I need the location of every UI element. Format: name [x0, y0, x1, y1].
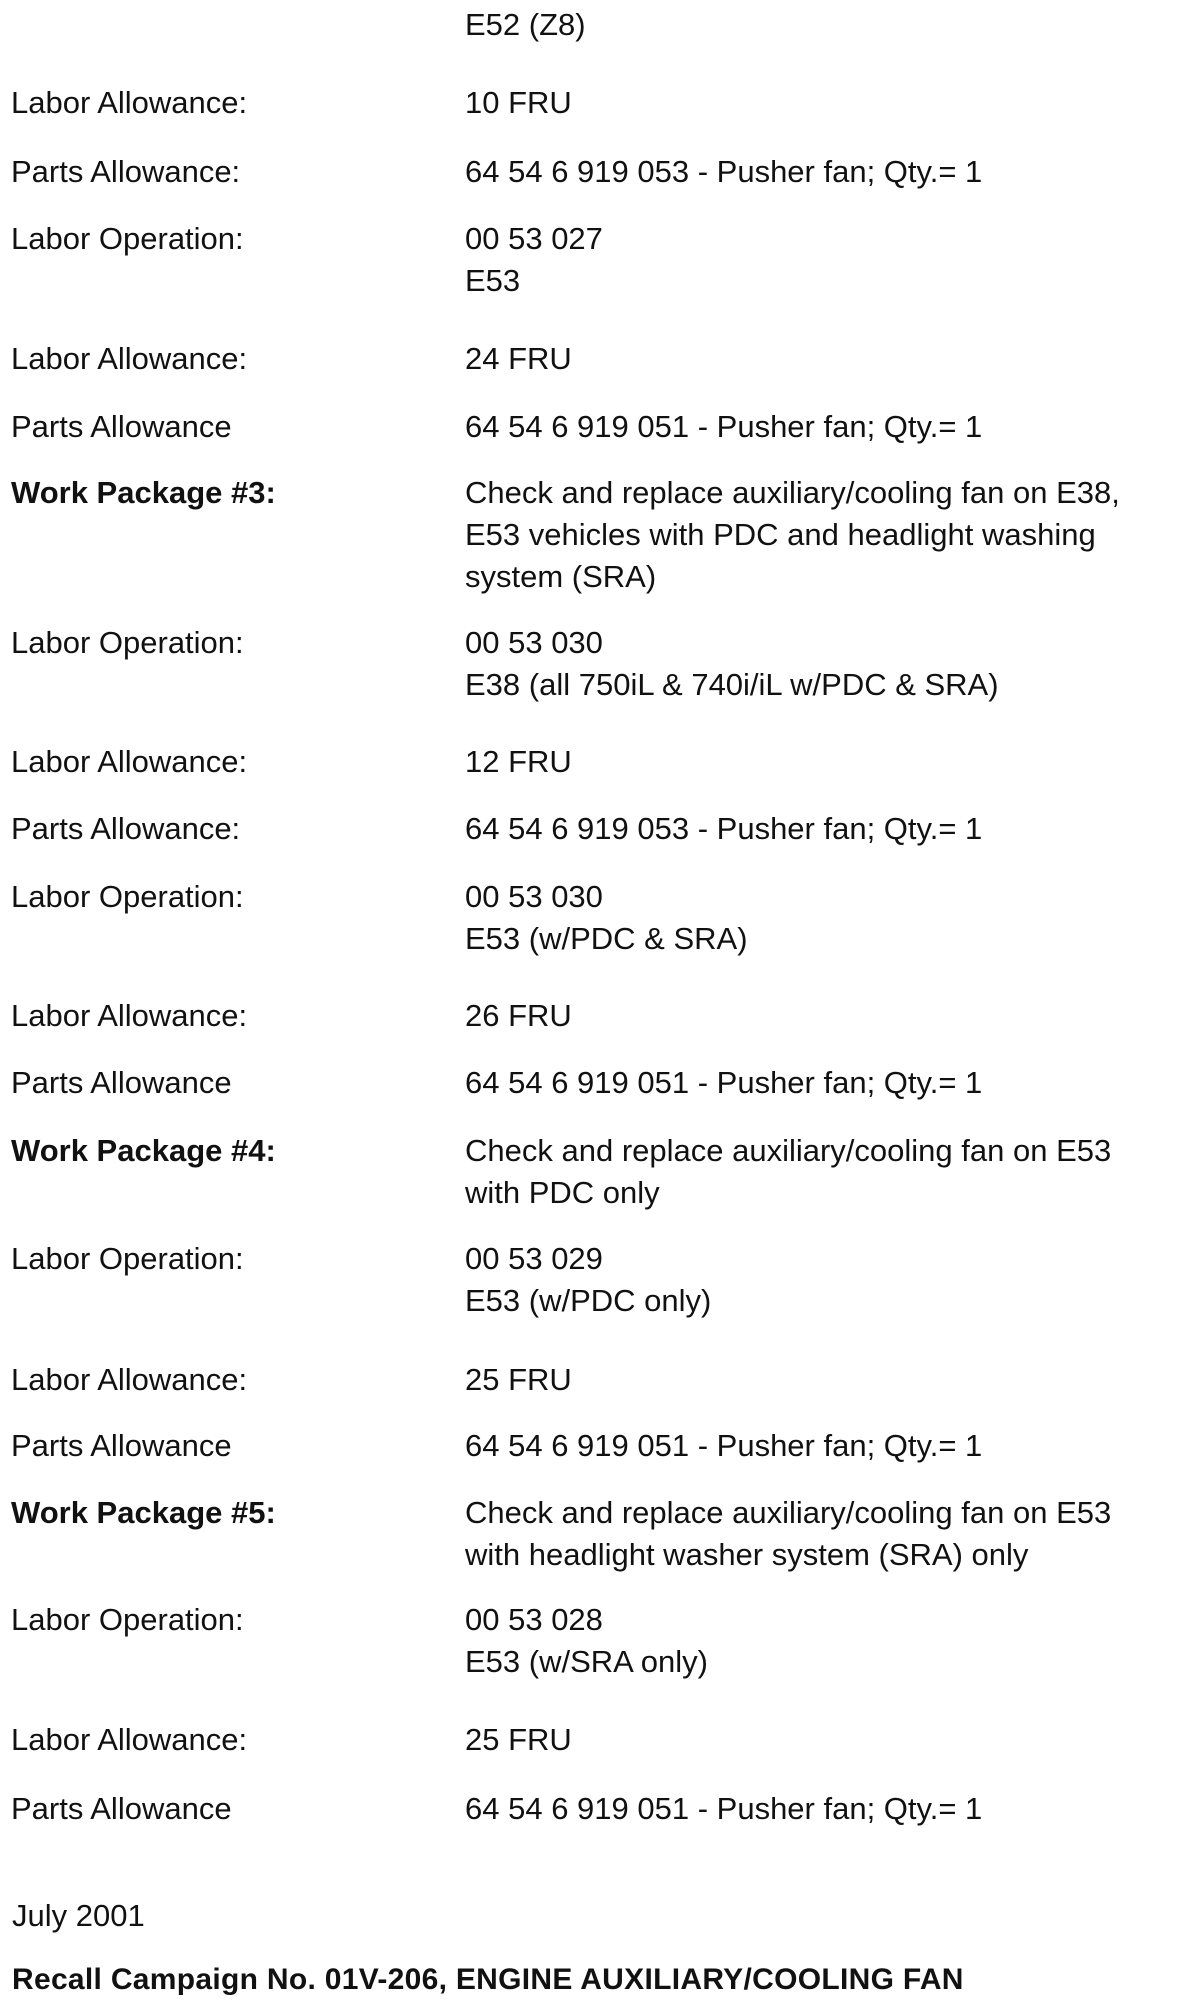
entry-value [465, 876, 1185, 960]
entry-value [465, 1788, 1185, 1830]
value-line: 12 FRU [465, 744, 572, 779]
value-line: 00 53 030 [465, 625, 603, 660]
value-line: E52 (Z8) [465, 7, 586, 42]
value-line: E53 [465, 263, 521, 298]
entry-value [465, 1425, 1185, 1467]
value-line: 64 54 6 919 051 - Pusher fan; Qty.= 1 [465, 1428, 983, 1463]
entry-value [465, 151, 1185, 193]
value-line: E53 (w/PDC & SRA) [465, 921, 748, 956]
value-line: 24 FRU [465, 341, 572, 376]
entry-value [465, 1238, 1185, 1322]
entry-value [465, 218, 1185, 302]
value-line: E53 (w/PDC only) [465, 1283, 712, 1318]
value-line: 26 FRU [465, 998, 572, 1033]
value-line: 00 53 027 [465, 221, 603, 256]
entry-label: Labor Allowance: [11, 85, 248, 120]
value-line: 64 54 6 919 053 - Pusher fan; Qty.= 1 [465, 811, 983, 846]
value-line: Check and replace auxiliary/cooling fan on E38, [465, 475, 1120, 510]
value-line: with PDC only [465, 1175, 660, 1210]
value-line: Check and replace auxiliary/cooling fan on E53 [465, 1495, 1112, 1530]
value-line: E53 (w/SRA only) [465, 1644, 708, 1679]
value-line: 25 FRU [465, 1362, 572, 1397]
entry-label: Parts Allowance: [11, 154, 241, 189]
entry-value [465, 1599, 1185, 1683]
work-package-description [465, 1130, 1185, 1214]
value-line: with headlight washer system (SRA) only [465, 1537, 1029, 1572]
entry-label: Parts Allowance: [11, 811, 241, 846]
value-line: 10 FRU [465, 85, 572, 120]
entry-value [465, 338, 1185, 380]
entry-value [465, 1359, 1185, 1401]
entry-label: Labor Operation: [11, 879, 244, 914]
value-line: E53 vehicles with PDC and headlight washing [465, 517, 1096, 552]
work-package-description [465, 1492, 1185, 1576]
entry-label: Labor Operation: [11, 625, 244, 660]
entry-value [465, 82, 1185, 124]
value-line: 25 FRU [465, 1722, 572, 1757]
entry-label: Labor Operation: [11, 221, 244, 256]
entry-label: Labor Allowance: [11, 1722, 248, 1757]
work-package-label: Work Package #5: [11, 1495, 276, 1530]
entry-label: Labor Operation: [11, 1602, 244, 1637]
entry-label: Labor Allowance: [11, 744, 248, 779]
value-line: system (SRA) [465, 559, 657, 594]
value-line: 00 53 028 [465, 1602, 603, 1637]
value-line: 00 53 029 [465, 1241, 603, 1276]
value-line: 64 54 6 919 053 - Pusher fan; Qty.= 1 [465, 154, 983, 189]
entry-value [465, 406, 1185, 448]
entry-value [465, 1062, 1185, 1104]
entry-label: Parts Allowance [11, 1791, 232, 1826]
entry-label: Parts Allowance [11, 1428, 232, 1463]
entry-label: Labor Allowance: [11, 1362, 248, 1397]
entry-value [465, 741, 1185, 783]
value-line: 64 54 6 919 051 - Pusher fan; Qty.= 1 [465, 1791, 983, 1826]
value-line: Check and replace auxiliary/cooling fan on E53 [465, 1133, 1112, 1168]
document-date: July 2001 [12, 1898, 145, 1933]
value-line: 00 53 030 [465, 879, 603, 914]
value-line: E38 (all 750iL & 740i/iL w/PDC & SRA) [465, 667, 999, 702]
entry-value [465, 995, 1185, 1037]
campaign-title: Recall Campaign No. 01V-206, ENGINE AUXILIARY/COOLING FAN [12, 1963, 964, 1996]
entry-value [465, 808, 1185, 850]
value-line: 64 54 6 919 051 - Pusher fan; Qty.= 1 [465, 1065, 983, 1100]
entry-value [465, 622, 1185, 706]
work-package-label: Work Package #4: [11, 1133, 276, 1168]
value-line: 64 54 6 919 051 - Pusher fan; Qty.= 1 [465, 409, 983, 444]
work-package-label: Work Package #3: [11, 475, 276, 510]
entry-value [465, 4, 1185, 46]
entry-label: Parts Allowance [11, 409, 232, 444]
work-package-description [465, 472, 1185, 598]
entry-value [465, 1719, 1185, 1761]
entry-label: Parts Allowance [11, 1065, 232, 1100]
entry-label: Labor Allowance: [11, 341, 248, 376]
entry-label: Labor Operation: [11, 1241, 244, 1276]
entry-label: Labor Allowance: [11, 998, 248, 1033]
